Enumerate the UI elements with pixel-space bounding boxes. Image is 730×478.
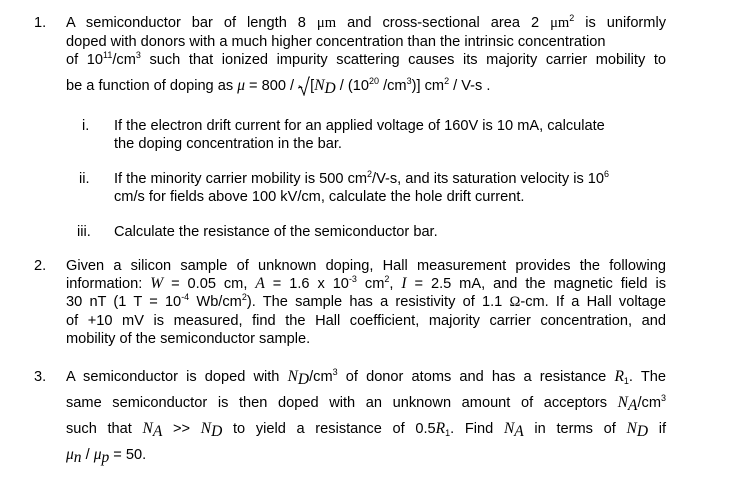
- problem-2-line-5: mobility of the semiconductor sample.: [66, 331, 311, 347]
- subpart-ii-line-2: cm/s for fields above 100 kV/cm, calculate the hole drift current.: [114, 189, 525, 205]
- problem-3-number: 3.: [34, 369, 47, 385]
- problem-2-line-2: information: W = 0.05 cm, A = 1.6 x $10^{-3}$ $cm^2$, I = 2.5 mA, and the magnetic field is: [66, 274, 667, 292]
- subpart-iii-line-1: Calculate the resistance of the semiconductor bar.: [114, 224, 438, 240]
- subpart-ii-label: ii.: [79, 171, 90, 187]
- problem-3-line-4: $\mu_n / \mu_p = 50$.: [66, 446, 147, 466]
- subpart-i-label: i.: [82, 118, 90, 134]
- problem-1-line-4: be a function of doping as μ = 800 / [$N_D / (10^{20}$ $/cm^3$)] $cm^2 / V-s$ .: [66, 77, 490, 95]
- subpart-i-line-1: If the electron drift current for an applied voltage of 160V is 10 mA, calculate: [114, 118, 605, 134]
- problem-3-line-2: same semiconductor is then doped with an unknown amount of acceptors $N_A/cm^3$: [66, 393, 666, 414]
- subpart-ii-line-1: If the minority carrier mobility is 500 $cm^2/V-s$, and its saturation velocity is $10^6$: [114, 169, 610, 187]
- subpart-iii-label: iii.: [77, 224, 91, 240]
- problem-2-line-3: 30 nT (1 $T = 10^{-4}$ $Wb/cm^2$). The sample has a resistivity of 1.1 Ω-cm. If a Hall voltage: [66, 292, 666, 310]
- problem-1-line-2: doped with donors with a much higher concentration than the intrinsic concentration: [66, 34, 606, 50]
- problem-2-number: 2.: [34, 258, 47, 274]
- problem-1-number: 1.: [34, 15, 47, 31]
- subpart-i-line-2: the doping concentration in the bar.: [114, 136, 342, 152]
- problem-3-line-1: A semiconductor is doped with $N_D/cm^3$ of donor atoms and has a resistance $R_1$. The: [66, 367, 666, 388]
- problem-1-line-1: A semiconductor bar of length 8 μm and cross-sectional area 2 $\mu m^2$ is uniformly: [66, 13, 666, 31]
- sqrt-symbol: [$N_D / (10^{20}$ $/cm^3$)]: [298, 77, 420, 95]
- problem-2-line-4: of +10 mV is measured, find the Hall coefficient, majority carrier concentration, and: [66, 313, 666, 329]
- problem-1-line-3: of $10^{11}/cm^3$ such that ionized impurity scattering causes its majority carrier mobility to: [66, 50, 666, 68]
- problem-2-line-1: Given a silicon sample of unknown doping, Hall measurement provides the following: [66, 258, 666, 274]
- problem-3-line-3: such that $N_A >> N_D$ to yield a resistance of $0.5R_1$. Find $N_A$ in terms of $N_D$ if: [66, 420, 667, 440]
